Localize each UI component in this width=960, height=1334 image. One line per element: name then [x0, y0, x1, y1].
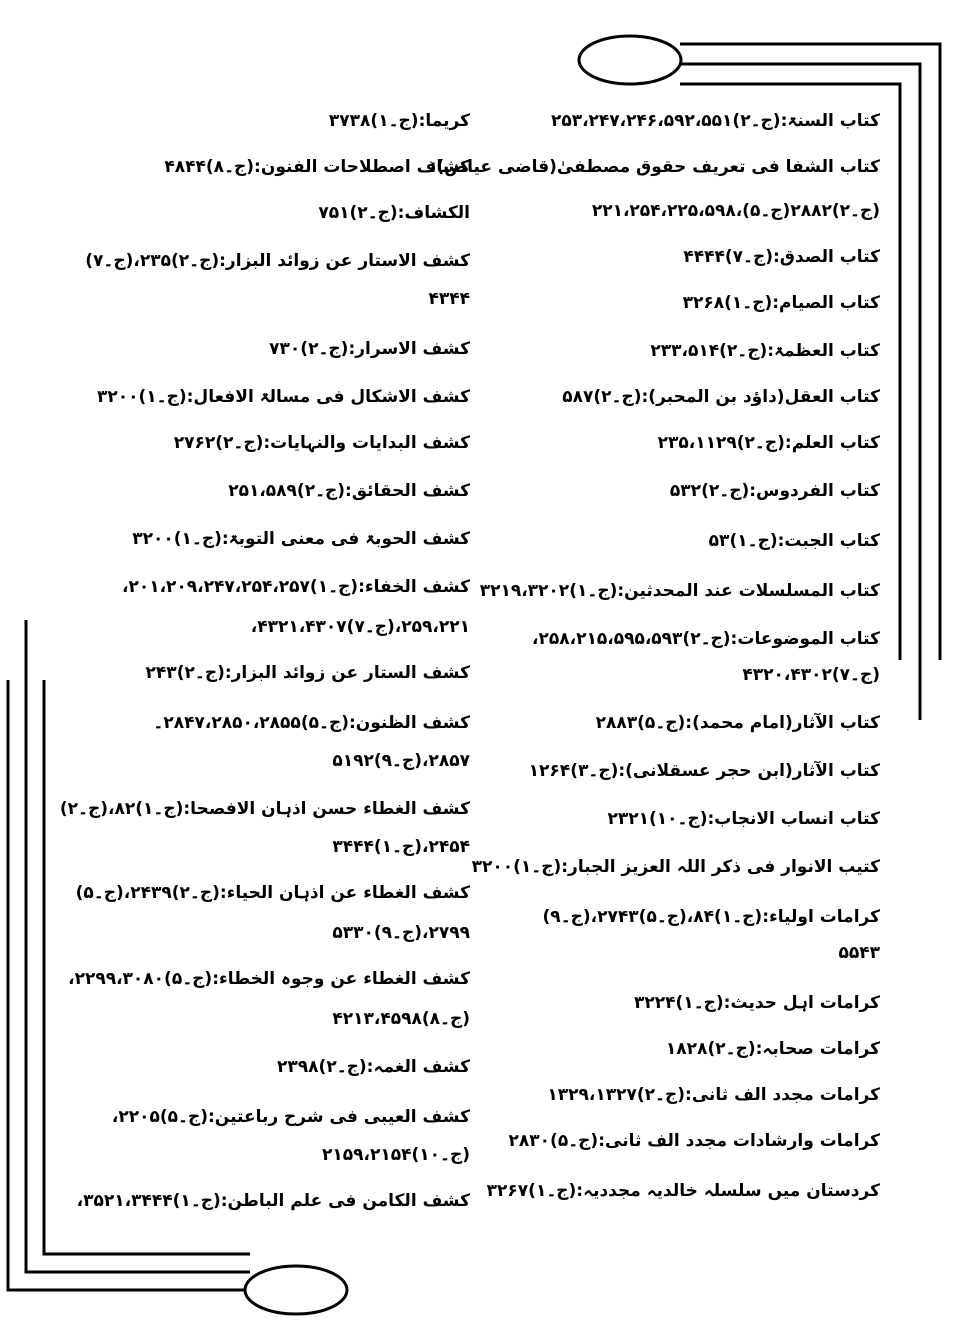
- index-entry: کشف الظنون:(ج۔۵)۲۸۴۷،۲۸۵۰،۲۸۵۵۔: [153, 713, 470, 733]
- index-entry: کتاب العلم:(ج۔۲)۲۳۵،۱۱۲۹: [657, 433, 880, 453]
- bottom-ornament-oval: [245, 1266, 347, 1314]
- index-entry-continuation: ۵۵۴۳: [838, 943, 880, 963]
- index-entry: کردستان میں سلسلہ خالدیہ مجددیہ:(ج۔۱)۳۲۶۷: [486, 1181, 880, 1201]
- index-entry-continuation: ۴۳۴۴: [428, 289, 470, 309]
- index-entry: کتاب المسلسلات عند المحدثین:(ج۔۱)۳۲۱۹،۳۲۰۲: [479, 581, 880, 601]
- index-entry: کتاب الآثار(ابن حجر عسقلانی):(ج۔۳)۱۲۶۴: [528, 761, 880, 781]
- index-entry: الکشاف:(ج۔۲)۷۵۱: [318, 203, 470, 223]
- index-entry: کشف الاشکال فی مسالۃ الافعال:(ج۔۱)۳۲۰۰: [96, 387, 470, 407]
- index-entry: کتاب الصیام:(ج۔۱)۳۲۶۸: [682, 293, 880, 313]
- index-entry: کرامات وارشادات مجدد الف ثانی:(ج۔۵)۲۸۳۰: [508, 1131, 880, 1151]
- index-entry: کشف الغمہ:(ج۔۲)۲۳۹۸: [277, 1057, 470, 1077]
- index-entry: کرامات اہل حدیث:(ج۔۱)۳۲۲۴: [634, 993, 880, 1013]
- index-entry: کتاب الجبت:(ج۔۱)۵۳: [708, 531, 880, 551]
- index-entry: کرامات صحابہ:(ج۔۲)۱۸۲۸: [665, 1039, 880, 1059]
- index-entry-continuation: ۲۵۹،۲۲۱،(ج۔۷)۴۳۲۱،۴۳۰۷،: [250, 617, 470, 637]
- index-entry-continuation: ۲۴۵۴،(ج۔۱)۳۴۴۴: [332, 837, 470, 857]
- index-entry: کشف الحقائق:(ج۔۲)۲۵۱،۵۸۹: [228, 481, 470, 501]
- index-entry: کشف الاسرار:(ج۔۲)۷۳۰: [269, 339, 470, 359]
- index-entry: کشف الغطاء حسن اذہان الافصحا:(ج۔۱)۸۲،(ج۔۲): [59, 799, 470, 819]
- index-entry-continuation: ۲۷۹۹،(ج۔۹)۵۳۳۰: [332, 923, 470, 943]
- index-entry: کتاب الموضوعات:(ج۔۲)۲۵۸،۲۱۵،۵۹۵،۵۹۳،: [532, 629, 880, 649]
- index-entry: کتاب العقل(داؤد بن المحبر):(ج۔۲)۵۸۷: [562, 387, 880, 407]
- index-entry: کشف الکامن فی علم الباطن:(ج۔۱)۳۵۲۱،۳۴۴۴،: [76, 1191, 470, 1211]
- index-entry: کرامات مجدد الف ثانی:(ج۔۲)۱۳۲۹،۱۳۲۷: [547, 1085, 880, 1105]
- index-entry: کرامات اولیاء:(ج۔۱)۸۴،(ج۔۵)۲۷۴۳،(ج۔۹): [542, 907, 880, 927]
- index-entry-continuation: (ج۔۷)۴۳۲۰،۴۳۰۲: [742, 665, 880, 685]
- index-entry: کتاب انساب الانجاب:(ج۔۱۰)۲۳۲۱: [607, 809, 880, 829]
- index-entry-continuation: (ج۔۲)۲۸۸۲(ج۔۵)،۲۲۱،۲۵۴،۲۲۵،۵۹۸: [591, 201, 880, 221]
- index-entry: کشف الستار عن زوائد البزار:(ج۔۲)۲۴۳: [145, 663, 470, 683]
- index-entry: کریما:(ج۔۱)۳۷۳۸: [328, 111, 470, 131]
- top-ornament-oval: [579, 36, 681, 84]
- index-entry: کتاب السنۃ:(ج۔۲)۲۵۳،۲۴۷،۲۴۶،۵۹۲،۵۵۱: [550, 111, 880, 131]
- index-entry: کشف الحوبۃ فی معنی التوبۃ:(ج۔۱)۳۲۰۰: [132, 529, 470, 549]
- index-entry: کتاب العظمۃ:(ج۔۲)۲۳۳،۵۱۴: [650, 341, 880, 361]
- index-entry: کشاف اصطلاحات الفنون:(ج۔۸)۴۸۴۴: [164, 157, 470, 177]
- index-entry: کشف الخفاء:(ج۔۱)۲۰۱،۲۰۹،۲۴۷،۲۵۴،۲۵۷،: [121, 577, 470, 597]
- index-entry: کشف الغطاء عن وجوہ الخطاء:(ج۔۵)۲۲۹۹،۳۰۸۰،: [68, 969, 470, 989]
- index-entry: کتاب الآثار(امام محمد):(ج۔۵)۲۸۸۳: [595, 713, 880, 733]
- index-entry: کشف الاستار عن زوائد البزار:(ج۔۲)۲۳۵،(ج۔۷): [85, 251, 470, 271]
- index-entry: کتاب الفردوس:(ج۔۲)۵۳۲: [669, 481, 880, 501]
- index-entry-continuation: (ج۔۸)۴۲۱۳،۴۵۹۸: [332, 1009, 470, 1029]
- index-entry: کشف البدایات والنہایات:(ج۔۲)۲۷۶۲: [173, 433, 470, 453]
- index-entry: کتاب الصدق:(ج۔۷)۴۴۴۴: [683, 247, 880, 267]
- index-entry: کتاب الشفا فی تعریف حقوق مصطفیٰ(قاضی عیاض):: [429, 157, 880, 177]
- index-entry-continuation: ۲۸۵۷،(ج۔۹)۵۱۹۲: [332, 751, 470, 771]
- index-entry: کشف العیبی فی شرح رباعتین:(ج۔۵)۲۲۰۵،: [111, 1107, 470, 1127]
- index-entry: کشف الغطاء عن اذہان الحیاء:(ج۔۲)۲۴۳۹،(ج۔۵): [75, 883, 470, 903]
- index-entry: کتیب الانوار فی ذکر اللہ العزیز الجبار:(ج۔۱)۳۲۰۰: [471, 857, 880, 877]
- index-entry-continuation: (ج۔۱۰)۲۱۵۹،۲۱۵۴: [322, 1145, 470, 1165]
